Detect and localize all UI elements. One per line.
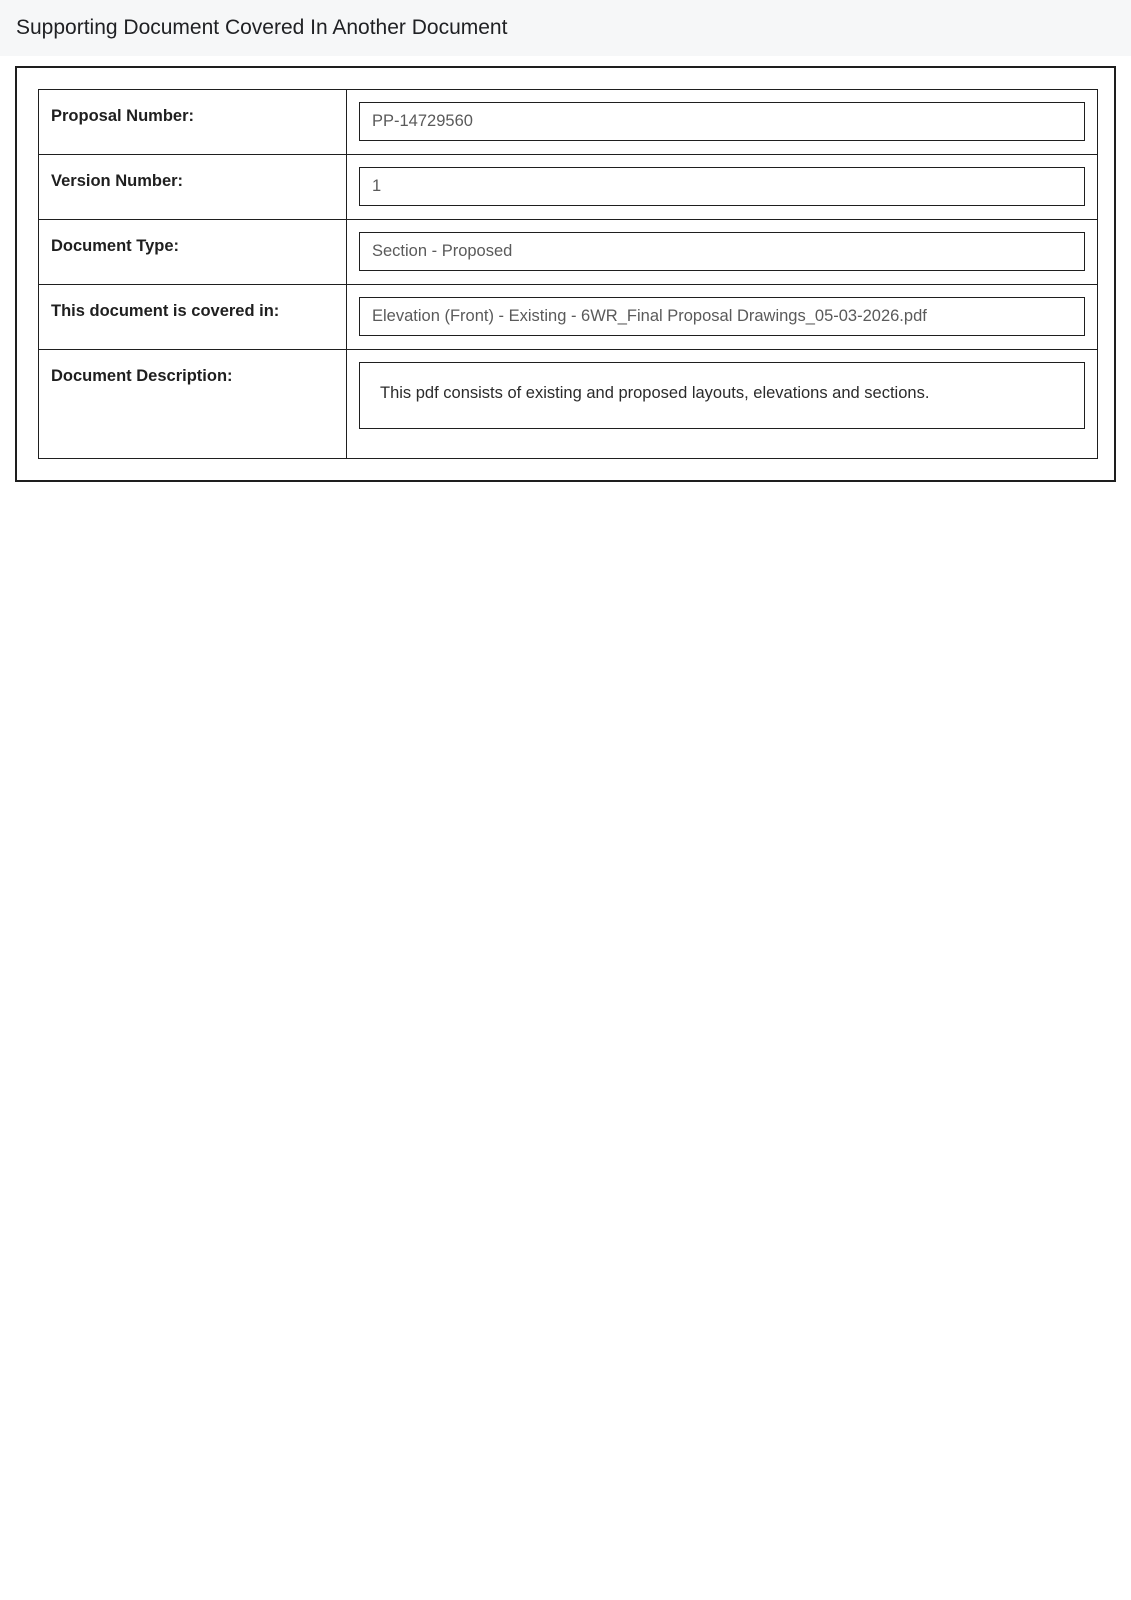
covered-in-label-cell — [39, 285, 347, 350]
proposal-number-label: Proposal Number: — [51, 107, 195, 125]
proposal-number-row — [39, 90, 1098, 155]
proposal-number-value-cell — [347, 90, 1098, 155]
version-number-label-cell — [39, 155, 347, 220]
version-number-label: Version Number: — [51, 172, 184, 190]
document-details-panel — [15, 66, 1116, 482]
document-type-field[interactable]: Section - Proposed — [359, 232, 1085, 271]
covered-in-row — [39, 285, 1098, 350]
document-type-label-cell — [39, 220, 347, 285]
page-title: Supporting Document Covered In Another Document — [16, 16, 508, 39]
covered-in-value-cell — [347, 285, 1098, 350]
document-type-value-cell — [347, 220, 1098, 285]
proposal-number-label-cell — [39, 90, 347, 155]
document-description-row — [39, 350, 1098, 459]
document-description-label: Document Description: — [51, 367, 233, 385]
document-type-row — [39, 220, 1098, 285]
document-details-table — [38, 89, 1098, 459]
document-description-label-cell — [39, 350, 347, 459]
version-number-field[interactable]: 1 — [359, 167, 1085, 206]
page-header — [0, 0, 1131, 56]
document-description-field[interactable]: This pdf consists of existing and proposed layouts, elevations and sections. — [359, 362, 1085, 429]
proposal-number-field[interactable]: PP-14729560 — [359, 102, 1085, 141]
version-number-row — [39, 155, 1098, 220]
version-number-value-cell — [347, 155, 1098, 220]
covered-in-field[interactable]: Elevation (Front) - Existing - 6WR_Final Proposal Drawings_05-03-2026.pdf — [359, 297, 1085, 336]
covered-in-label: This document is covered in: — [51, 302, 280, 320]
document-description-value-cell — [347, 350, 1098, 459]
document-type-label: Document Type: — [51, 237, 180, 255]
